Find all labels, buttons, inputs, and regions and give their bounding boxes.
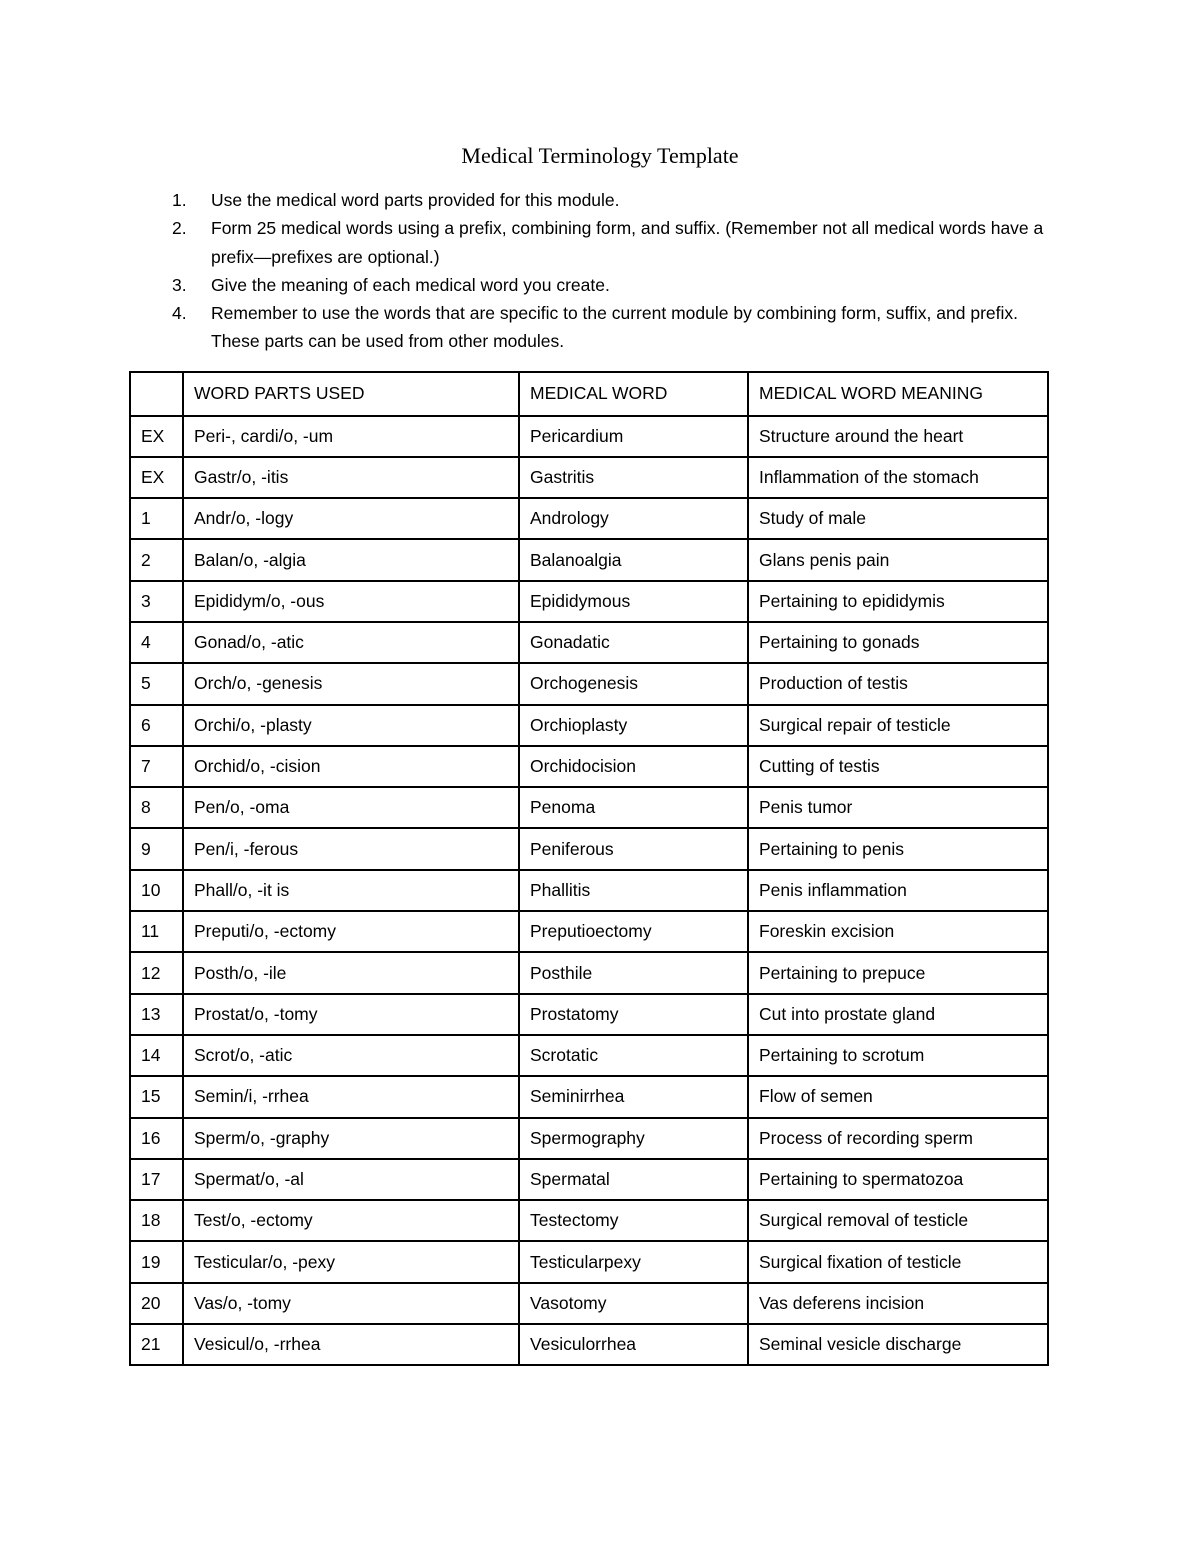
- row-number-cell: 11: [130, 911, 183, 952]
- medical-word-cell: Preputioectomy: [519, 911, 748, 952]
- table-row: [130, 581, 1048, 622]
- meaning-cell: Surgical repair of testicle: [748, 705, 1048, 746]
- word-parts-cell: Posth/o, -ile: [183, 952, 519, 993]
- instruction-text: Remember to use the words that are specific to the current module by combining form, suffix, and prefix. These parts can be used from other modules.: [211, 303, 1018, 352]
- instruction-number: 2.: [172, 218, 187, 239]
- table-row: [130, 416, 1048, 457]
- row-number-cell: 8: [130, 787, 183, 828]
- word-parts-cell: Vesicul/o, -rrhea: [183, 1324, 519, 1365]
- header-cell-word-parts: WORD PARTS USED: [183, 372, 519, 416]
- word-parts-cell: Pen/o, -oma: [183, 787, 519, 828]
- table-row: [130, 1076, 1048, 1117]
- word-parts-cell: Gonad/o, -atic: [183, 622, 519, 663]
- medical-word-cell: Andrology: [519, 498, 748, 539]
- header-cell-number: [130, 372, 183, 416]
- row-number-cell: 14: [130, 1035, 183, 1076]
- medical-word-cell: Seminirrhea: [519, 1076, 748, 1117]
- row-number-cell: 3: [130, 581, 183, 622]
- table-row: [130, 1324, 1048, 1365]
- word-parts-cell: Balan/o, -algia: [183, 539, 519, 580]
- medical-word-cell: Orchogenesis: [519, 663, 748, 704]
- medical-word-cell: Orchioplasty: [519, 705, 748, 746]
- row-number-cell: 15: [130, 1076, 183, 1117]
- medical-word-cell: Orchidocision: [519, 746, 748, 787]
- meaning-cell: Cut into prostate gland: [748, 994, 1048, 1035]
- table-row: [130, 1118, 1048, 1159]
- instruction-item: [172, 271, 1052, 299]
- meaning-cell: Surgical fixation of testicle: [748, 1241, 1048, 1282]
- row-number-cell: 17: [130, 1159, 183, 1200]
- meaning-cell: Pertaining to prepuce: [748, 952, 1048, 993]
- meaning-cell: Process of recording sperm: [748, 1118, 1048, 1159]
- word-parts-cell: Sperm/o, -graphy: [183, 1118, 519, 1159]
- instruction-item: [172, 299, 1052, 356]
- word-parts-cell: Orch/o, -genesis: [183, 663, 519, 704]
- table-row: [130, 1283, 1048, 1324]
- medical-word-cell: Spermography: [519, 1118, 748, 1159]
- row-number-cell: 2: [130, 539, 183, 580]
- row-number-cell: 16: [130, 1118, 183, 1159]
- row-number-cell: 12: [130, 952, 183, 993]
- row-number-cell: 18: [130, 1200, 183, 1241]
- word-parts-cell: Phall/o, -it is: [183, 870, 519, 911]
- medical-word-cell: Posthile: [519, 952, 748, 993]
- medical-word-cell: Epididymous: [519, 581, 748, 622]
- meaning-cell: Cutting of testis: [748, 746, 1048, 787]
- instruction-number: 1.: [172, 190, 187, 210]
- table-row: [130, 911, 1048, 952]
- meaning-cell: Pertaining to scrotum: [748, 1035, 1048, 1076]
- medical-word-cell: Spermatal: [519, 1159, 748, 1200]
- medical-word-cell: Gonadatic: [519, 622, 748, 663]
- meaning-cell: Flow of semen: [748, 1076, 1048, 1117]
- table-row: [130, 1200, 1048, 1241]
- meaning-cell: Study of male: [748, 498, 1048, 539]
- medical-word-cell: Scrotatic: [519, 1035, 748, 1076]
- meaning-cell: Pertaining to spermatozoa: [748, 1159, 1048, 1200]
- meaning-cell: Pertaining to gonads: [748, 622, 1048, 663]
- medical-word-cell: Testectomy: [519, 1200, 748, 1241]
- word-parts-cell: Prostat/o, -tomy: [183, 994, 519, 1035]
- table-row: [130, 870, 1048, 911]
- word-parts-cell: Preputi/o, -ectomy: [183, 911, 519, 952]
- meaning-cell: Penis tumor: [748, 787, 1048, 828]
- table-header-row: [130, 372, 1048, 416]
- table-row: [130, 746, 1048, 787]
- word-parts-cell: Gastr/o, -itis: [183, 457, 519, 498]
- word-parts-cell: Vas/o, -tomy: [183, 1283, 519, 1324]
- terminology-table-body: [130, 372, 1048, 1365]
- table-row: [130, 1035, 1048, 1076]
- table-row: [130, 952, 1048, 993]
- meaning-cell: Glans penis pain: [748, 539, 1048, 580]
- row-number-cell: 13: [130, 994, 183, 1035]
- word-parts-cell: Spermat/o, -al: [183, 1159, 519, 1200]
- table-row: [130, 828, 1048, 869]
- row-number-cell: 19: [130, 1241, 183, 1282]
- meaning-cell: Production of testis: [748, 663, 1048, 704]
- meaning-cell: Surgical removal of testicle: [748, 1200, 1048, 1241]
- word-parts-cell: Andr/o, -logy: [183, 498, 519, 539]
- row-number-cell: 4: [130, 622, 183, 663]
- word-parts-cell: Pen/i, -ferous: [183, 828, 519, 869]
- table-row: [130, 539, 1048, 580]
- page-title: Medical Terminology Template: [461, 143, 739, 168]
- instruction-list: [172, 186, 1052, 356]
- meaning-cell: Structure around the heart: [748, 416, 1048, 457]
- meaning-cell: Foreskin excision: [748, 911, 1048, 952]
- meaning-cell: Inflammation of the stomach: [748, 457, 1048, 498]
- medical-word-cell: Phallitis: [519, 870, 748, 911]
- table-row: [130, 1159, 1048, 1200]
- medical-word-cell: Testicularpexy: [519, 1241, 748, 1282]
- meaning-cell: Vas deferens incision: [748, 1283, 1048, 1324]
- instruction-item: [172, 186, 1052, 214]
- word-parts-cell: Semin/i, -rrhea: [183, 1076, 519, 1117]
- table-row: [130, 1241, 1048, 1282]
- table-row: [130, 705, 1048, 746]
- table-row: [130, 787, 1048, 828]
- row-number-cell: 6: [130, 705, 183, 746]
- instruction-item: [172, 214, 1052, 271]
- table-row: [130, 498, 1048, 539]
- row-number-cell: 10: [130, 870, 183, 911]
- row-number-cell: EX: [130, 416, 183, 457]
- row-number-cell: EX: [130, 457, 183, 498]
- word-parts-cell: Scrot/o, -atic: [183, 1035, 519, 1076]
- word-parts-cell: Test/o, -ectomy: [183, 1200, 519, 1241]
- instruction-text: Use the medical word parts provided for this module.: [211, 190, 620, 210]
- instruction-text: Give the meaning of each medical word you create.: [211, 274, 610, 295]
- meaning-cell: Pertaining to penis: [748, 828, 1048, 869]
- medical-word-cell: Gastritis: [519, 457, 748, 498]
- word-parts-cell: Testicular/o, -pexy: [183, 1241, 519, 1282]
- header-cell-meaning: MEDICAL WORD MEANING: [748, 372, 1048, 416]
- row-number-cell: 21: [130, 1324, 183, 1365]
- medical-word-cell: Vesiculorrhea: [519, 1324, 748, 1365]
- table-row: [130, 457, 1048, 498]
- row-number-cell: 7: [130, 746, 183, 787]
- header-cell-medical-word: MEDICAL WORD: [519, 372, 748, 416]
- instruction-text: Form 25 medical words using a prefix, combining form, and suffix. (Remember not all medical words have a prefix—prefixes are optional.): [211, 218, 1044, 267]
- table-row: [130, 622, 1048, 663]
- word-parts-cell: Orchi/o, -plasty: [183, 705, 519, 746]
- row-number-cell: 9: [130, 828, 183, 869]
- row-number-cell: 1: [130, 498, 183, 539]
- medical-word-cell: Balanoalgia: [519, 539, 748, 580]
- table-row: [130, 994, 1048, 1035]
- medical-word-cell: Peniferous: [519, 828, 748, 869]
- medical-word-cell: Penoma: [519, 787, 748, 828]
- medical-word-cell: Vasotomy: [519, 1283, 748, 1324]
- word-parts-cell: Peri-, cardi/o, -um: [183, 416, 519, 457]
- meaning-cell: Pertaining to epididymis: [748, 581, 1048, 622]
- table-row: [130, 663, 1048, 704]
- meaning-cell: Penis inflammation: [748, 870, 1048, 911]
- instruction-number: 4.: [172, 303, 187, 324]
- word-parts-cell: Epididym/o, -ous: [183, 581, 519, 622]
- medical-word-cell: Prostatomy: [519, 994, 748, 1035]
- medical-word-cell: Pericardium: [519, 416, 748, 457]
- row-number-cell: 20: [130, 1283, 183, 1324]
- instruction-number: 3.: [172, 274, 187, 295]
- word-parts-cell: Orchid/o, -cision: [183, 746, 519, 787]
- meaning-cell: Seminal vesicle discharge: [748, 1324, 1048, 1365]
- row-number-cell: 5: [130, 663, 183, 704]
- terminology-table: [129, 371, 1049, 1366]
